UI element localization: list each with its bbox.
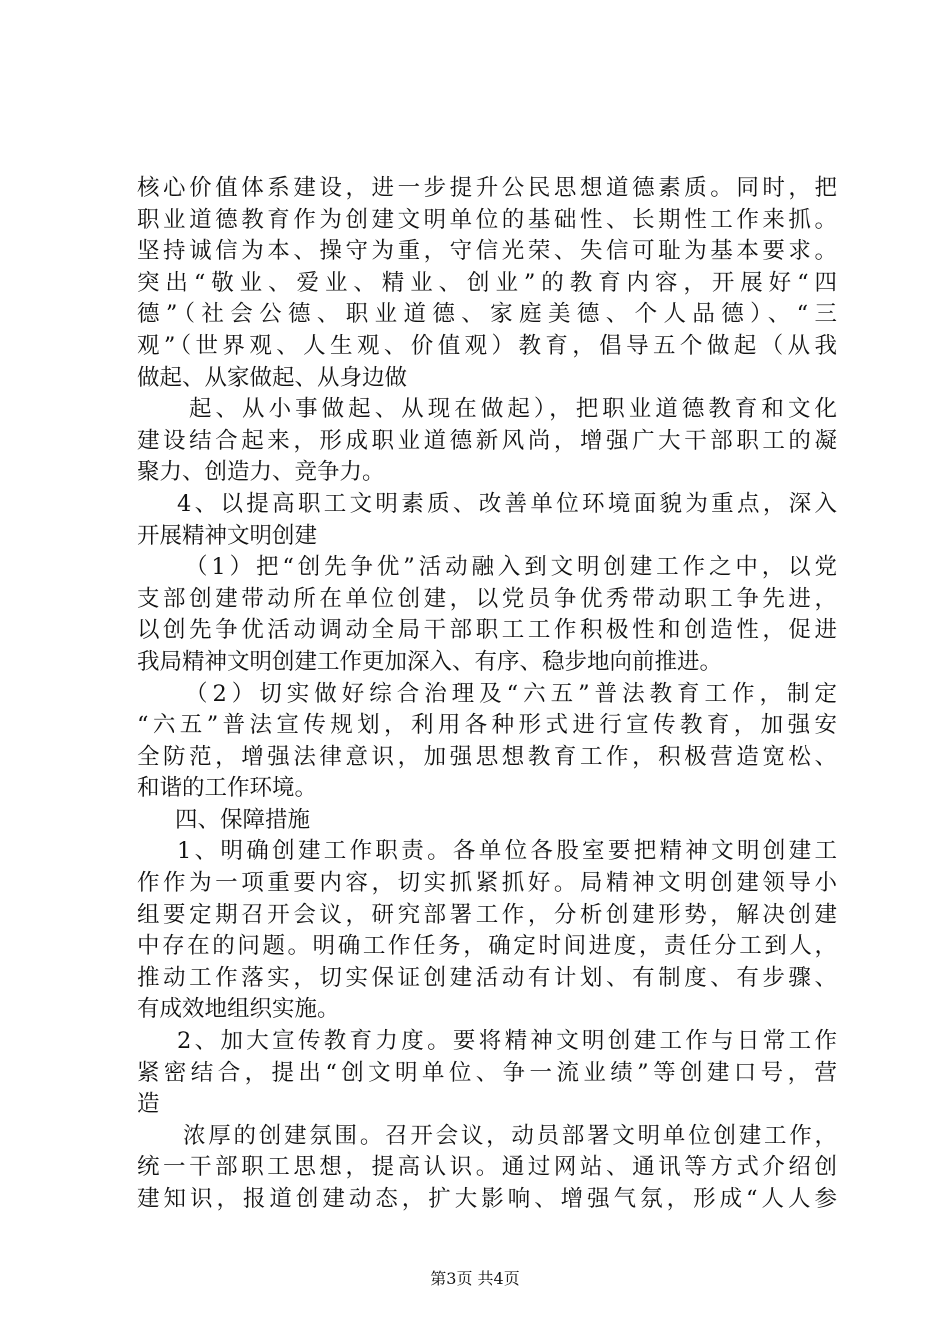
text-line: 坚持诚信为本、操守为重，守信光荣、失信可耻为基本要求。 <box>137 238 837 265</box>
text-line: 支部创建带动所在单位创建，以党员争优秀带动职工争先进， <box>137 585 837 612</box>
text-line: 开展精神文明创建 <box>137 522 318 549</box>
text-line: 作作为一项重要内容，切实抓紧抓好。局精神文明创建领导小 <box>137 870 837 897</box>
text-line: 四、保障措施 <box>175 806 311 833</box>
text-line: 起、从小事做起、从现在做起），把职业道德教育和文化 <box>189 396 837 423</box>
text-line: 观”（世界观、人生观、价值观）教育，倡导五个做起（从我 <box>137 332 837 359</box>
text-line: 以创先争优活动调动全局干部职工工作积极性和创造性，促进 <box>137 617 837 644</box>
text-line: “六五”普法宣传规划，利用各种形式进行宣传教育，加强安 <box>137 712 837 739</box>
text-line: （1）把“创先争优”活动融入到文明创建工作之中，以党 <box>185 554 837 581</box>
text-line: 做起、从家做起、从身边做 <box>137 364 408 391</box>
text-line: 1、明确创建工作职责。各单位各股室要把精神文明创建工 <box>177 838 837 865</box>
text-line: （2）切实做好综合治理及“六五”普法教育工作，制定 <box>185 680 837 707</box>
text-line: 4、以提高职工文明素质、改善单位环境面貌为重点，深入 <box>177 490 837 517</box>
text-line: 造 <box>137 1091 160 1118</box>
text-line: 统一干部职工思想，提高认识。通过网站、通讯等方式介绍创 <box>137 1154 837 1181</box>
text-line: 推动工作落实，切实保证创建活动有计划、有制度、有步骤、 <box>137 964 837 991</box>
text-line: 有成效地组织实施。 <box>137 996 340 1023</box>
text-line: 德”（社会公德、职业道德、家庭美德、个人品德）、“三 <box>137 301 837 328</box>
text-line: 全防范，增强法律意识，加强思想教育工作，积极营造宽松、 <box>137 743 837 770</box>
text-line: 核心价值体系建设，进一步提升公民思想道德素质。同时，把 <box>137 175 837 201</box>
text-line: 紧密结合，提出“创文明单位、争一流业绩”等创建口号，营 <box>137 1059 837 1086</box>
text-line: 浓厚的创建氛围。召开会议，动员部署文明单位创建工作， <box>183 1122 837 1149</box>
text-line: 聚力、创造力、竞争力。 <box>137 459 385 486</box>
text-line: 我局精神文明创建工作更加深入、有序、稳步地向前推进。 <box>137 648 723 675</box>
text-line: 组要定期召开会议，研究部署工作，分析创建形势，解决创建 <box>137 901 837 928</box>
text-line: 和谐的工作环境。 <box>137 775 318 802</box>
text-line: 建知识，报道创建动态，扩大影响、增强气氛，形成“人人参 <box>137 1186 837 1212</box>
text-line: 职业道德教育作为创建文明单位的基础性、长期性工作来抓。 <box>137 206 837 233</box>
document-body <box>137 173 837 1216</box>
text-line: 中存在的问题。明确工作任务，确定时间进度，责任分工到人， <box>137 933 837 960</box>
text-line: 建设结合起来，形成职业道德新风尚，增强广大干部职工的凝 <box>137 427 837 454</box>
page-footer: 第3页 共4页 <box>430 1269 520 1288</box>
text-line: 突出“敬业、爱业、精业、创业”的教育内容，开展好“四 <box>137 269 837 296</box>
text-line: 2、加大宣传教育力度。要将精神文明创建工作与日常工作 <box>177 1028 837 1055</box>
